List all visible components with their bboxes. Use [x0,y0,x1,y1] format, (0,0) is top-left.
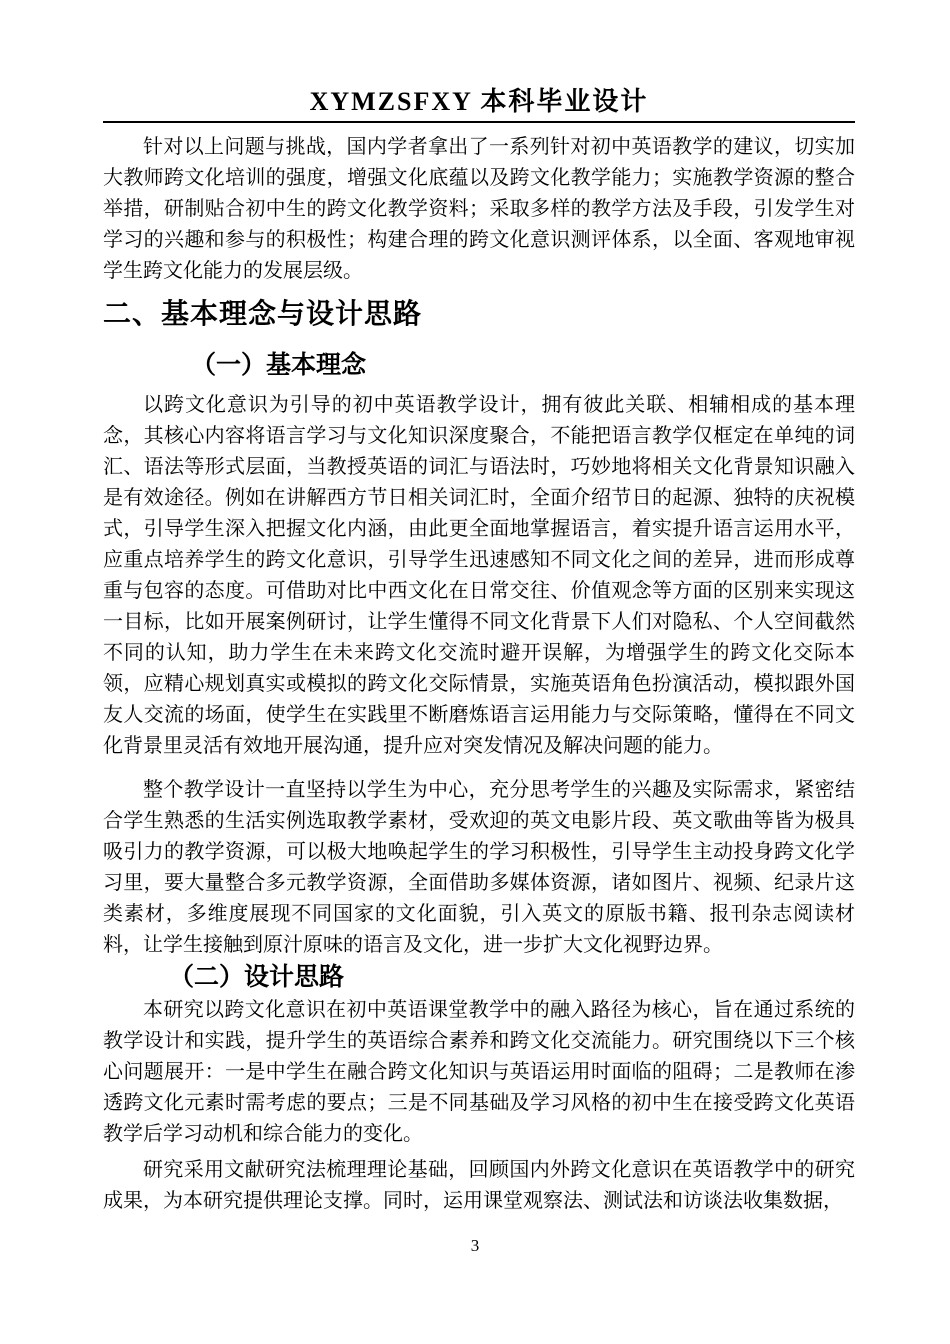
section-heading-basic-concepts-and-design: 二、基本理念与设计思路 [103,298,423,329]
page-header-title: XYMZSFXY 本科毕业设计 [309,87,649,116]
page-footer [0,1236,950,1256]
page-number: 3 [470,1236,480,1255]
subsection-heading-basic-concepts: （一）基本理念 [191,351,367,379]
paragraph-research-core-questions: 本研究以跨文化意识在初中英语课堂教学中的融入路径为核心，旨在通过系统的教学设计和实践，提升学生的英语综合素养和跨文化交流能力。研究围绕以下三个核心问题展开：一是中学生在融合跨文化知识与英语运用时面临的阻碍；二是教师在渗透跨文化元素时需考虑的要点；三是不同基础及学习风格的初中生在接受跨文化英语教学后学习动机和综合能力的变化。 [103,999,855,1145]
paragraph-research-methods: 研究采用文献研究法梳理理论基础，回顾国内外跨文化意识在英语教学中的研究成果，为本研究提供理论支撑。同时，运用课堂观察法、测试法和访谈法收集数据， [103,1159,855,1212]
page-header [103,88,855,123]
paragraph-suggestions: 针对以上问题与挑战，国内学者拿出了一系列针对初中英语教学的建议，切实加大教师跨文化培训的强度，增强文化底蕴以及跨文化教学能力；实施教学资源的整合举措，研制贴合初中生的跨文化教学资料；采取多样的教学方法及手段，引发学生对学习的兴趣和参与的积极性；构建合理的跨文化意识测评体系，以全面、客观地审视学生跨文化能力的发展层级。 [103,136,855,282]
subsection-heading-design-approach: （二）设计思路 [169,963,345,991]
paragraph-student-centered-design: 整个教学设计一直坚持以学生为中心，充分思考学生的兴趣及实际需求，紧密结合学生熟悉的生活实例选取教学素材，受欢迎的英文电影片段、英文歌曲等皆为极具吸引力的教学资源，可以极大地唤起学生的学习积极性，引导学生主动投身跨文化学习里，要大量整合多元教学资源，全面借助多媒体资源，诸如图片、视频、纪录片这类素材，多维度展现不同国家的文化面貌，引入英文的原版书籍、报刊杂志阅读材料，让学生接触到原汁原味的语言及文化，进一步扩大文化视野边界。 [103,779,855,956]
paragraph-basic-concepts-detail: 以跨文化意识为引导的初中英语教学设计，拥有彼此关联、相辅相成的基本理念，其核心内容将语言学习与文化知识深度聚合，不能把语言教学仅框定在单纯的词汇、语法等形式层面，当教授英语的词汇与语法时，巧妙地将相关文化背景知识融入是有效途径。例如在讲解西方节日相关词汇时，全面介绍节日的起源、独特的庆祝模式，引导学生深入把握文化内涵，由此更全面地掌握语言，着实提升语言运用水平，应重点培养学生的跨文化意识，引导学生迅速感知不同文化之间的差异，进而形成尊重与包容的态度。可借助对比中西文化在日常交往、价值观念等方面的区别来实现这一目标，比如开展案例研讨，让学生懂得不同文化背景下人们对隐私、个人空间截然不同的认知，助力学生在未来跨文化交流时避开误解，为增强学生的跨文化交际本领，应精心规划真实或模拟的跨文化交际情景，实施英语角色扮演活动，模拟跟外国友人交流的场面，使学生在实践里不断磨炼语言运用能力与交际策略，懂得在不同文化背景里灵活有效地开展沟通，提升应对突发情况及解决问题的能力。 [103,394,855,757]
